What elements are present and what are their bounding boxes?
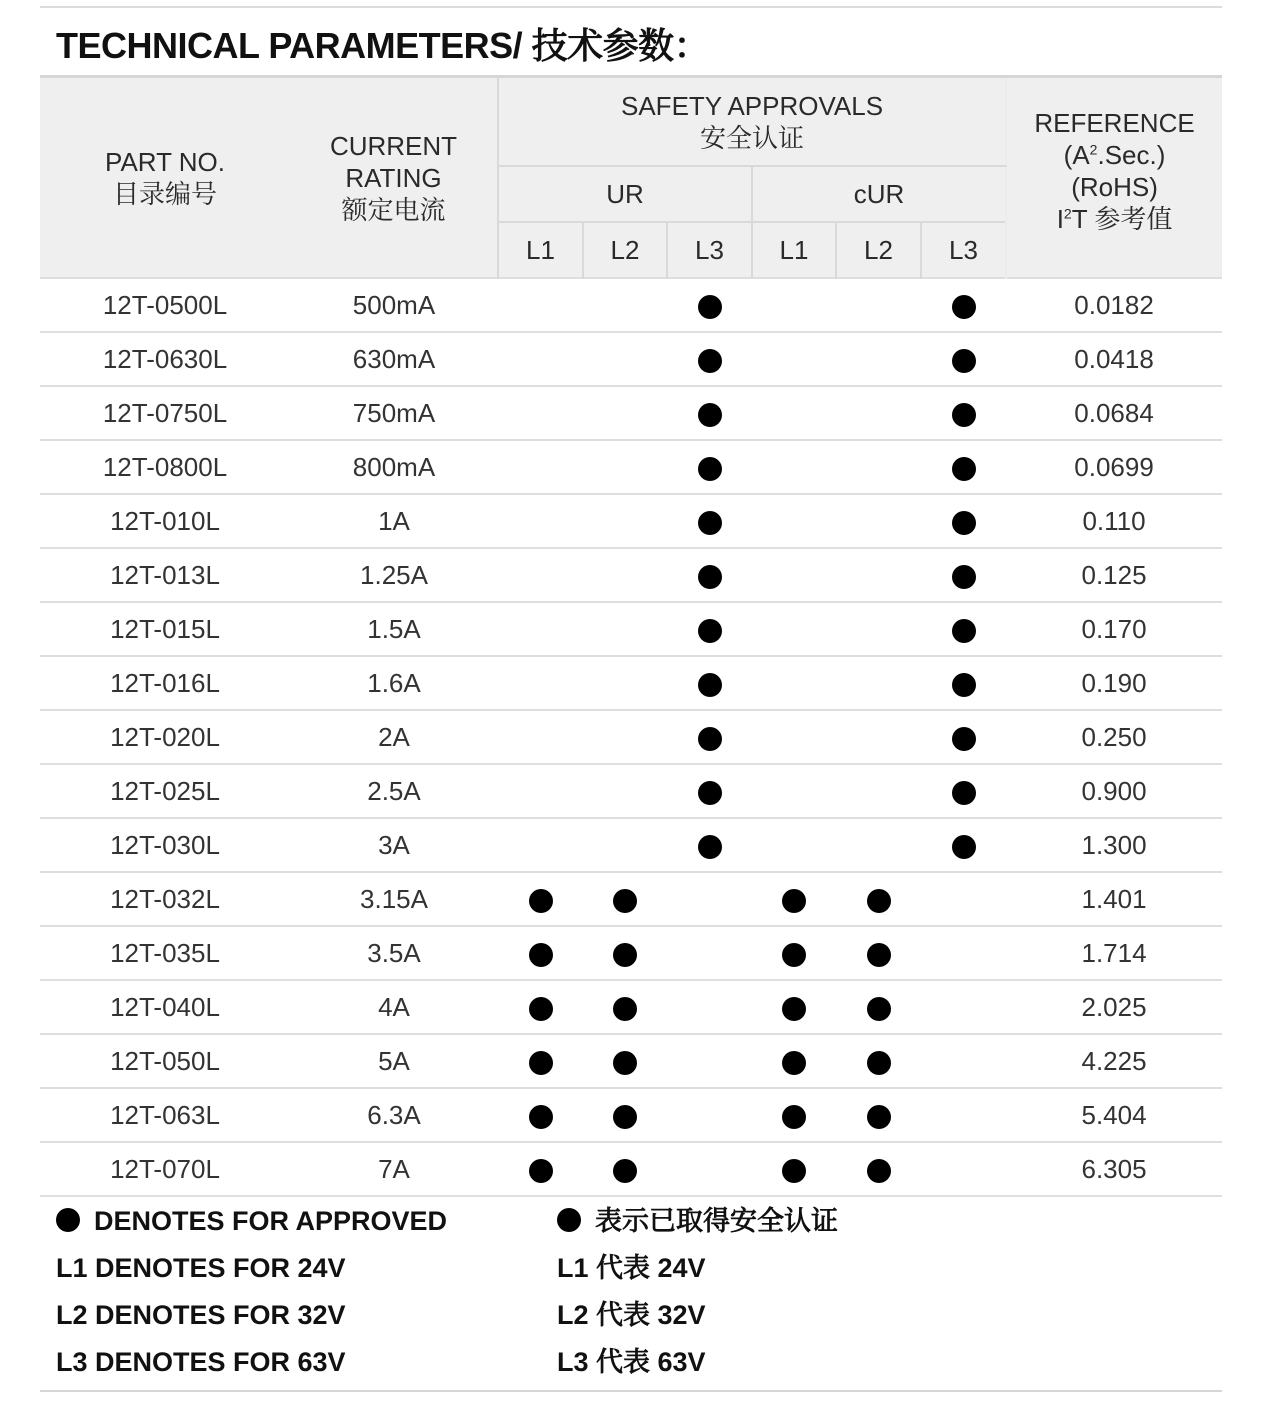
approved-dot-icon: [952, 565, 976, 589]
table-row: [40, 764, 1222, 818]
ur-l1-approval-cell: [498, 656, 583, 710]
cur-l1-approval-cell: [752, 764, 836, 818]
table-row: [40, 656, 1222, 710]
approved-dot-icon: [952, 457, 976, 481]
table-row: [40, 440, 1222, 494]
approved-dot-icon: [529, 1159, 553, 1183]
cur-l2-approval-cell: [836, 872, 921, 926]
part-no-cell: 12T-016L: [40, 656, 290, 710]
ur-l2-approval-cell: [583, 386, 667, 440]
table-row: [40, 1088, 1222, 1142]
table-row: [40, 332, 1222, 386]
ur-l2-approval-cell: [583, 818, 667, 872]
ur-l2-approval-cell: [583, 602, 667, 656]
ur-l3-approval-cell: [667, 440, 752, 494]
approved-dot-icon: [782, 1051, 806, 1075]
current-rating-cell: 800mA: [290, 440, 498, 494]
ur-l2-approval-cell: [583, 872, 667, 926]
approved-dot-icon: [782, 943, 806, 967]
current-rating-cell: 6.3A: [290, 1088, 498, 1142]
current-rating-header-cn: 额定电流: [341, 194, 446, 225]
ur-l2-approval-cell: [583, 332, 667, 386]
table-row: [40, 1142, 1222, 1196]
cur-l2-approval-cell: [836, 548, 921, 602]
ur-l3-approval-cell: [667, 764, 752, 818]
ur-l1-header: L1: [498, 222, 583, 278]
part-no-cell: 12T-025L: [40, 764, 290, 818]
reference-value-cell: 4.225: [1006, 1034, 1222, 1088]
legend-english: [56, 1198, 447, 1386]
cur-l3-approval-cell: [921, 710, 1006, 764]
approved-dot-icon: [613, 889, 637, 913]
cur-l2-approval-cell: [836, 1142, 921, 1196]
cur-l2-approval-cell: [836, 980, 921, 1034]
part-no-cell: 12T-070L: [40, 1142, 290, 1196]
safety-approvals-header-cn: 安全认证: [700, 122, 805, 153]
reference-value-cell: 0.250: [1006, 710, 1222, 764]
cur-l3-approval-cell: [921, 548, 1006, 602]
part-no-cell: 12T-030L: [40, 818, 290, 872]
reference-header-line1: REFERENCE: [1034, 107, 1195, 138]
cur-l2-approval-cell: [836, 1088, 921, 1142]
ur-l3-approval-cell: [667, 278, 752, 332]
table-row: [40, 980, 1222, 1034]
page-title: TECHNICAL PARAMETERS/ 技术参数：: [56, 25, 710, 66]
current-rating-cell: 3.5A: [290, 926, 498, 980]
cur-l3-approval-cell: [921, 1142, 1006, 1196]
reference-header: [1006, 77, 1222, 279]
approved-dot-icon: [952, 781, 976, 805]
ur-l2-approval-cell: [583, 1142, 667, 1196]
approved-dot-icon: [529, 1051, 553, 1075]
reference-value-cell: 1.401: [1006, 872, 1222, 926]
cur-l3-approval-cell: [921, 872, 1006, 926]
ur-l3-approval-cell: [667, 656, 752, 710]
legend-cn-l1: L1 代表 24V: [557, 1253, 706, 1283]
cur-l1-approval-cell: [752, 602, 836, 656]
ur-l3-approval-cell: [667, 872, 752, 926]
part-no-header: [40, 77, 290, 279]
current-rating-cell: 4A: [290, 980, 498, 1034]
cur-l2-approval-cell: [836, 656, 921, 710]
approved-dot-icon: [698, 781, 722, 805]
ur-l3-approval-cell: [667, 980, 752, 1034]
reference-value-cell: 0.0699: [1006, 440, 1222, 494]
cur-l3-approval-cell: [921, 440, 1006, 494]
approved-dot-icon: [782, 997, 806, 1021]
cur-l2-approval-cell: [836, 764, 921, 818]
current-rating-cell: 3.15A: [290, 872, 498, 926]
part-no-cell: 12T-015L: [40, 602, 290, 656]
ur-l1-approval-cell: [498, 1034, 583, 1088]
legend-cn-approved: 表示已取得安全认证: [557, 1198, 838, 1245]
legend-cn-l2: L2 代表 32V: [557, 1300, 706, 1330]
approved-dot-icon: [952, 835, 976, 859]
current-rating-cell: 2A: [290, 710, 498, 764]
ur-l1-approval-cell: [498, 332, 583, 386]
approved-dot-icon: [698, 511, 722, 535]
ur-l3-approval-cell: [667, 818, 752, 872]
ur-l3-approval-cell: [667, 926, 752, 980]
part-no-cell: 12T-010L: [40, 494, 290, 548]
cur-l3-approval-cell: [921, 602, 1006, 656]
ur-l3-approval-cell: [667, 386, 752, 440]
approved-dot-icon: [952, 511, 976, 535]
legend-en-l1: L1 DENOTES FOR 24V: [56, 1253, 346, 1283]
cur-l1-approval-cell: [752, 440, 836, 494]
cur-l2-approval-cell: [836, 818, 921, 872]
ur-l1-approval-cell: [498, 494, 583, 548]
cur-l3-approval-cell: [921, 386, 1006, 440]
approved-dot-icon: [698, 727, 722, 751]
current-rating-header-en-1: CURRENT: [329, 130, 458, 161]
reference-value-cell: 2.025: [1006, 980, 1222, 1034]
ur-l3-approval-cell: [667, 494, 752, 548]
approved-dot-icon: [698, 673, 722, 697]
legend-en-l3: L3 DENOTES FOR 63V: [56, 1347, 346, 1377]
approved-dot-icon: [698, 295, 722, 319]
approved-dot-icon: [698, 403, 722, 427]
approved-dot-icon: [952, 673, 976, 697]
ur-l3-approval-cell: [667, 332, 752, 386]
part-no-header-cn: 目录编号: [112, 178, 217, 209]
reference-header-line2: $(A^2.Sec.)$: [1063, 139, 1166, 170]
ur-l1-approval-cell: [498, 926, 583, 980]
current-rating-cell: 1.6A: [290, 656, 498, 710]
ur-l2-approval-cell: [583, 656, 667, 710]
approved-dot-icon: [952, 619, 976, 643]
cur-l2-approval-cell: [836, 494, 921, 548]
table-row: [40, 710, 1222, 764]
ur-l2-approval-cell: [583, 1088, 667, 1142]
safety-approvals-header: [498, 77, 1006, 167]
approved-dot-icon: [698, 619, 722, 643]
reference-value-cell: 0.125: [1006, 548, 1222, 602]
ur-l1-approval-cell: [498, 386, 583, 440]
cur-l1-header: L1: [752, 222, 836, 278]
current-rating-cell: 3A: [290, 818, 498, 872]
cur-l2-header: L2: [836, 222, 921, 278]
bottom-divider: [40, 1390, 1222, 1392]
table-row: [40, 602, 1222, 656]
cur-l1-approval-cell: [752, 980, 836, 1034]
table-header: [40, 77, 1222, 279]
cur-l1-approval-cell: [752, 386, 836, 440]
reference-value-cell: 6.305: [1006, 1142, 1222, 1196]
table-row: [40, 818, 1222, 872]
approved-dot-icon: [613, 1105, 637, 1129]
reference-value-cell: 0.0182: [1006, 278, 1222, 332]
approved-dot-icon: [867, 889, 891, 913]
approved-dot-icon: [613, 943, 637, 967]
ur-l1-approval-cell: [498, 980, 583, 1034]
approved-dot-icon: [867, 943, 891, 967]
approved-dot-icon: [529, 1105, 553, 1129]
current-rating-header: [290, 77, 498, 279]
ur-l2-approval-cell: [583, 278, 667, 332]
ur-l2-header: L2: [583, 222, 667, 278]
cur-l1-approval-cell: [752, 494, 836, 548]
current-rating-cell: 1A: [290, 494, 498, 548]
approved-dot-icon: [529, 997, 553, 1021]
approved-dot-icon: [698, 835, 722, 859]
approved-dot-icon: [782, 1159, 806, 1183]
cur-l3-approval-cell: [921, 656, 1006, 710]
ur-l3-header: L3: [667, 222, 752, 278]
approved-dot-icon: [782, 889, 806, 913]
cur-l3-approval-cell: [921, 1088, 1006, 1142]
legend-en-l2: L2 DENOTES FOR 32V: [56, 1300, 346, 1330]
cur-l3-approval-cell: [921, 332, 1006, 386]
reference-value-cell: 5.404: [1006, 1088, 1222, 1142]
part-no-cell: 12T-013L: [40, 548, 290, 602]
approved-dot-icon: [952, 349, 976, 373]
cur-l1-approval-cell: [752, 656, 836, 710]
reference-value-cell: 0.0684: [1006, 386, 1222, 440]
reference-value-cell: 1.714: [1006, 926, 1222, 980]
current-rating-cell: 1.5A: [290, 602, 498, 656]
approved-dot-icon: [698, 349, 722, 373]
current-rating-cell: 1.25A: [290, 548, 498, 602]
ur-l2-approval-cell: [583, 440, 667, 494]
part-no-cell: 12T-050L: [40, 1034, 290, 1088]
reference-header-line3: (RoHS): [1071, 171, 1158, 202]
reference-value-cell: 0.900: [1006, 764, 1222, 818]
ur-l2-approval-cell: [583, 764, 667, 818]
ur-l3-approval-cell: [667, 602, 752, 656]
legend-chinese: [557, 1198, 838, 1386]
approved-dot-icon: [613, 997, 637, 1021]
cur-l1-approval-cell: [752, 332, 836, 386]
approved-dot-icon: [698, 565, 722, 589]
ur-l2-approval-cell: [583, 1034, 667, 1088]
cur-l1-approval-cell: [752, 1142, 836, 1196]
cur-l2-approval-cell: [836, 1034, 921, 1088]
table-row: [40, 278, 1222, 332]
cur-l3-approval-cell: [921, 764, 1006, 818]
approved-dot-icon: [529, 943, 553, 967]
cur-l2-approval-cell: [836, 602, 921, 656]
cur-l1-approval-cell: [752, 818, 836, 872]
approved-dot-icon: [557, 1208, 581, 1232]
cur-l2-approval-cell: [836, 926, 921, 980]
cur-l3-approval-cell: [921, 980, 1006, 1034]
ur-l2-approval-cell: [583, 926, 667, 980]
reference-value-cell: 0.170: [1006, 602, 1222, 656]
reference-value-cell: 0.190: [1006, 656, 1222, 710]
technical-parameters-table: [40, 75, 1222, 1197]
legend-en-approved: DENOTES FOR APPROVED: [56, 1198, 447, 1245]
ur-l3-approval-cell: [667, 1142, 752, 1196]
ur-l1-approval-cell: [498, 818, 583, 872]
table-row: [40, 926, 1222, 980]
table-row: [40, 386, 1222, 440]
ur-l3-approval-cell: [667, 710, 752, 764]
part-no-cell: 12T-0630L: [40, 332, 290, 386]
ur-l2-approval-cell: [583, 548, 667, 602]
part-no-cell: 12T-063L: [40, 1088, 290, 1142]
cur-l2-approval-cell: [836, 440, 921, 494]
cur-l3-approval-cell: [921, 926, 1006, 980]
cur-l1-approval-cell: [752, 926, 836, 980]
part-no-cell: 12T-0800L: [40, 440, 290, 494]
legend-cn-l3: L3 代表 63V: [557, 1347, 706, 1377]
approved-dot-icon: [867, 997, 891, 1021]
ur-l3-approval-cell: [667, 548, 752, 602]
top-divider: [40, 6, 1222, 8]
ur-l1-approval-cell: [498, 1142, 583, 1196]
cur-l1-approval-cell: [752, 872, 836, 926]
ur-l1-approval-cell: [498, 548, 583, 602]
ur-l3-approval-cell: [667, 1088, 752, 1142]
cur-l3-approval-cell: [921, 1034, 1006, 1088]
current-rating-cell: 750mA: [290, 386, 498, 440]
ur-group-header: UR: [498, 166, 752, 222]
reference-value-cell: 0.0418: [1006, 332, 1222, 386]
cur-l2-approval-cell: [836, 386, 921, 440]
cur-l1-approval-cell: [752, 1088, 836, 1142]
table-row: [40, 1034, 1222, 1088]
ur-l1-approval-cell: [498, 710, 583, 764]
approved-dot-icon: [782, 1105, 806, 1129]
reference-value-cell: 0.110: [1006, 494, 1222, 548]
approved-dot-icon: [867, 1105, 891, 1129]
current-rating-cell: 500mA: [290, 278, 498, 332]
ur-l1-approval-cell: [498, 1088, 583, 1142]
ur-l3-approval-cell: [667, 1034, 752, 1088]
approved-dot-icon: [952, 403, 976, 427]
cur-l1-approval-cell: [752, 710, 836, 764]
cur-l2-approval-cell: [836, 332, 921, 386]
approved-dot-icon: [613, 1051, 637, 1075]
current-rating-cell: 630mA: [290, 332, 498, 386]
ur-l1-approval-cell: [498, 278, 583, 332]
cur-l1-approval-cell: [752, 278, 836, 332]
current-rating-cell: 2.5A: [290, 764, 498, 818]
cur-l3-approval-cell: [921, 818, 1006, 872]
approved-dot-icon: [56, 1208, 80, 1232]
part-no-cell: 12T-032L: [40, 872, 290, 926]
table-row: [40, 548, 1222, 602]
part-no-cell: 12T-040L: [40, 980, 290, 1034]
cur-l2-approval-cell: [836, 710, 921, 764]
part-no-cell: 12T-0500L: [40, 278, 290, 332]
ur-l1-approval-cell: [498, 440, 583, 494]
current-rating-header-en-2: RATING: [345, 162, 442, 193]
approved-dot-icon: [698, 457, 722, 481]
approved-dot-icon: [952, 295, 976, 319]
part-no-cell: 12T-0750L: [40, 386, 290, 440]
ur-l1-approval-cell: [498, 602, 583, 656]
cur-l3-approval-cell: [921, 494, 1006, 548]
approved-dot-icon: [867, 1159, 891, 1183]
ur-l1-approval-cell: [498, 764, 583, 818]
table-row: [40, 494, 1222, 548]
part-no-cell: 12T-035L: [40, 926, 290, 980]
ur-l1-approval-cell: [498, 872, 583, 926]
cur-group-header: cUR: [752, 166, 1006, 222]
cur-l3-header: L3: [921, 222, 1006, 278]
cur-l2-approval-cell: [836, 278, 921, 332]
cur-l3-approval-cell: [921, 278, 1006, 332]
current-rating-cell: 5A: [290, 1034, 498, 1088]
table-row: [40, 872, 1222, 926]
approved-dot-icon: [952, 727, 976, 751]
safety-approvals-header-en: SAFETY APPROVALS: [621, 90, 884, 121]
approved-dot-icon: [529, 889, 553, 913]
approved-dot-icon: [867, 1051, 891, 1075]
ur-l2-approval-cell: [583, 494, 667, 548]
ur-l2-approval-cell: [583, 980, 667, 1034]
cur-l1-approval-cell: [752, 548, 836, 602]
current-rating-cell: 7A: [290, 1142, 498, 1196]
part-no-header-en: PART NO.: [105, 146, 225, 177]
reference-value-cell: 1.300: [1006, 818, 1222, 872]
approved-dot-icon: [613, 1159, 637, 1183]
part-no-cell: 12T-020L: [40, 710, 290, 764]
reference-header-line4: $I^2T$ 参考值: [1056, 203, 1173, 234]
table-body: [40, 278, 1222, 1196]
cur-l1-approval-cell: [752, 1034, 836, 1088]
ur-l2-approval-cell: [583, 710, 667, 764]
